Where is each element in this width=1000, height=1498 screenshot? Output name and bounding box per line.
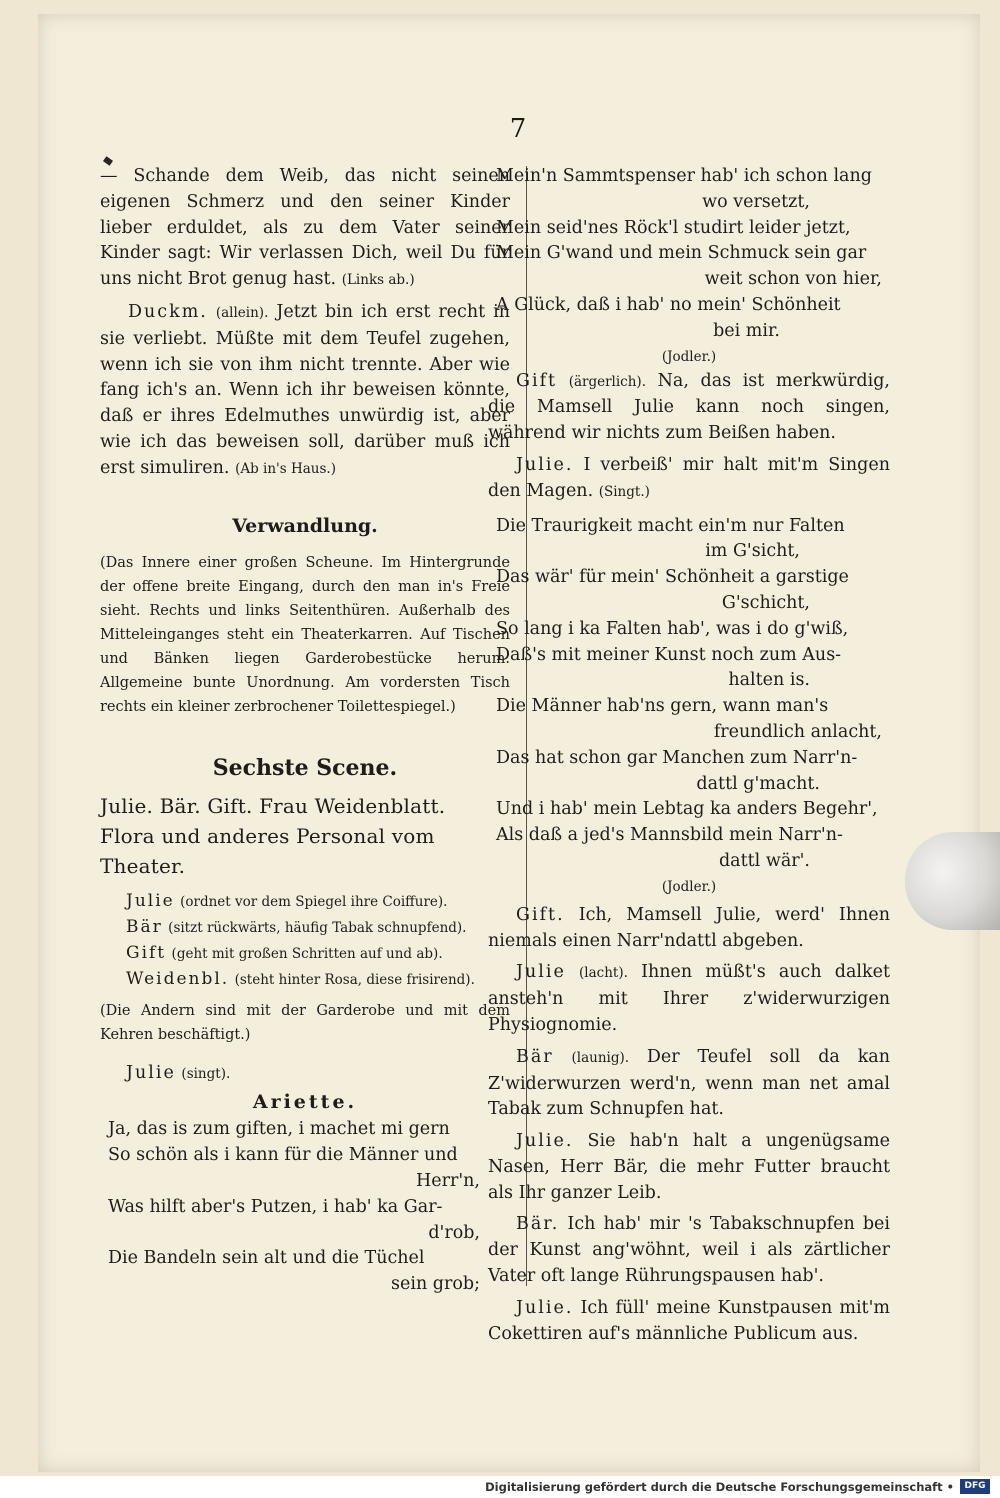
song-line: dattl g'macht. (696, 773, 820, 794)
song-line: dattl wär'. (718, 850, 810, 871)
speaker-name: Duckm. (128, 301, 208, 322)
stage-direction: (allein). (215, 304, 269, 321)
stage-direction: (Links ab.) (341, 272, 415, 289)
cast-entry (126, 889, 510, 915)
song-line: Daß's mit meiner Kunst noch zum Aus- (496, 644, 842, 665)
scene-description: (Das Innere einer großen Scheune. Im Hintergrunde der offene breite Eingang, durch den man in's Freie sieht. Rechts und links Seitenthüren. Außerhalb des Mitteleinganges steht ein Theaterkarren. Auf Tischen und Bänken liegen Garderobestücke herum. Allgemeine bunte Unordnung. Am vordersten Tisch rechts ein kleiner zerbrochener Toilettespiegel.) (100, 554, 510, 715)
dfg-logo: DFG (960, 1479, 990, 1494)
cast-entry (126, 967, 510, 993)
speaker-name: Julie. (516, 1297, 574, 1318)
speaker-name: Julie (126, 1062, 176, 1083)
song-line: Ja, das is zum giften, i machet mi gern (108, 1119, 450, 1140)
funding-notice: Digitalisierung gefördert durch die Deutsche Forschungsgemeinschaft • (485, 1480, 954, 1494)
stage-direction: (launig). (571, 1049, 630, 1066)
paragraph (100, 300, 510, 483)
stage-direction: (sitzt rückwärts, häufig Tabak schnupfend). (168, 919, 467, 936)
speaker-name: Julie. (516, 1131, 574, 1152)
right-column (488, 164, 890, 1347)
left-column (100, 164, 510, 1298)
stage-direction: (ärgerlich). (568, 373, 646, 390)
cast-line: Flora und anderes Personal vom Theater. (100, 823, 435, 878)
stage-direction: (singt). (181, 1065, 231, 1082)
paragraph-text: Ich hab' mir 's Tabakschnupfen bei der Kunst ang'wöhnt, weil i als zärtlicher Vater oft lange Rührungspausen hab'. (488, 1214, 890, 1287)
speaker-name: Bär. (516, 1214, 560, 1235)
paragraph (488, 369, 890, 447)
paragraph (488, 1129, 890, 1206)
song-line: Und i hab' mein Lebtag ka anders Begehr', (496, 799, 878, 820)
song-line: Was hilft aber's Putzen, i hab' ka Gar- (108, 1196, 443, 1217)
section-title: Verwandlung. (232, 514, 378, 537)
song-line: freundlich anlacht, (713, 721, 882, 742)
speaker-name: Gift. (516, 904, 565, 925)
song-line: im G'sicht, (705, 541, 800, 562)
song-title: Ariette. (252, 1091, 358, 1114)
paragraph (488, 1212, 890, 1289)
paragraph (488, 960, 890, 1038)
song-line: Als daß a jed's Mannsbild mein Narr'n- (496, 825, 843, 846)
paragraph-text: Der Teufel soll da kan Z'widerwurzen werd'n, wenn man net amal Tabak zum Schnupfen hat. (488, 1046, 890, 1120)
paragraph-text: — Schande dem Weib, das nicht seinen eigenen Schmerz und den seiner Kinder lieber erduldet, als zu dem Vater seiner Kinder sagt: Wir verlassen Dich, weil Du für uns nicht Brot genug hast. (100, 166, 510, 290)
scene-title: Sechste Scene. (212, 754, 398, 781)
cast-stage-directions (100, 889, 510, 993)
speaker-name: Bär (516, 1046, 554, 1067)
song-line: Mein seid'nes Röck'l studirt leider jetzt, (496, 217, 851, 238)
paragraph-text: Jetzt bin ich erst recht in sie verliebt. Müßte mit dem Teufel zugehen, wenn ich sie von ihm nicht trennte. Aber wie fang ich's an. Wenn ich ihr beweisen könnte, daß er ihres Edelmuthes unwürdig ist, aber wie ich das beweisen soll, darüber muß ich erst simuliren. (100, 301, 510, 478)
stage-direction: (lacht). (579, 965, 628, 982)
speaker-name: Julie (516, 962, 566, 983)
song-line: Die Traurigkeit macht ein'm nur Falten (496, 515, 845, 536)
paragraph (100, 1061, 510, 1088)
book-page (38, 14, 980, 1472)
song-line: halten is. (728, 670, 810, 691)
song-line: Herr'n, (416, 1170, 480, 1191)
paragraph-text: Ihnen müßt's auch dalket ansteh'n mit Ihrer z'widerwurzigen Physiognomie. (488, 962, 890, 1035)
cast-entry (126, 941, 510, 967)
scanner-thumb-shadow (905, 832, 1000, 930)
song-line: Mein G'wand und mein Schmuck sein gar (496, 243, 867, 264)
song-line: So schön als i kann für die Männer und (108, 1145, 458, 1166)
paragraph (488, 1045, 890, 1123)
paragraph (488, 1296, 890, 1348)
stage-direction: (steht hinter Rosa, diese frisirend). (234, 971, 475, 988)
cast-line: Julie. Bär. Gift. Frau Weidenblatt. (100, 793, 446, 818)
stage-direction: (geht mit großen Schritten auf und ab). (171, 945, 443, 962)
song-line: Das hat schon gar Manchen zum Narr'n- (496, 747, 858, 768)
song-line: So lang i ka Falten hab', was i do g'wiß, (496, 618, 849, 639)
paragraph (100, 164, 510, 294)
stage-direction: (Die Andern sind mit der Garderobe und mit dem Kehren beschäftigt.) (100, 1002, 510, 1043)
paragraph (488, 453, 890, 506)
song-line: bei mir. (713, 320, 780, 341)
speaker-name: Julie (126, 890, 175, 911)
paragraph-text: Ich füll' meine Kunstpausen mit'm Cokettiren auf's männliche Publicum aus. (488, 1297, 890, 1344)
song-line: G'schicht, (721, 592, 810, 613)
speaker-name: Julie. (516, 454, 574, 475)
song-line: Die Bandeln sein alt und die Tüchel (108, 1248, 425, 1269)
song-line: weit schon von hier, (704, 269, 882, 290)
song-line: wo versetzt, (702, 191, 810, 212)
speaker-name: Bär (126, 916, 163, 937)
song-line: sein grob; (391, 1274, 480, 1295)
speaker-name: Weidenbl. (126, 968, 230, 989)
stage-direction: (Jodler.) (661, 348, 717, 365)
stage-direction: (Singt.) (598, 483, 650, 500)
stage-direction: (Jodler.) (661, 878, 717, 895)
song-verse (488, 164, 890, 345)
song-line: d'rob, (428, 1222, 480, 1243)
cast-entry (126, 915, 510, 941)
song-line: Die Männer hab'ns gern, wann man's (496, 696, 829, 717)
song-verse (100, 1117, 510, 1298)
speaker-name: Gift (516, 370, 558, 391)
speaker-name: Gift (126, 942, 167, 963)
stage-direction: (Ab in's Haus.) (235, 460, 336, 477)
stage-direction: (ordnet vor dem Spiegel ihre Coiffure). (180, 893, 448, 910)
paragraph-text: Sie hab'n halt a ungenügsame Nasen, Herr Bär, die mehr Futter braucht als Ihr ganzer Leib. (488, 1131, 890, 1203)
paragraph (488, 903, 890, 955)
song-verse (488, 514, 890, 875)
paragraph-text: Ich, Mamsell Julie, werd' Ihnen niemals einen Narr'ndattl abgeben. (488, 904, 890, 951)
paragraph-text: Na, das ist merkwürdig, die Mamsell Julie kann noch singen, während wir nichts zum Beißen haben. (488, 370, 890, 444)
song-line: Das wär' für mein' Schönheit a garstige (496, 567, 849, 588)
song-line: A Glück, daß i hab' no mein' Schönheit (496, 294, 841, 315)
song-line: Mein'n Sammtspenser hab' ich schon lang (496, 166, 872, 186)
page-number: 7 (509, 114, 527, 144)
paragraph-text: I verbeiß' mir halt mit'm Singen den Magen. (488, 454, 890, 501)
